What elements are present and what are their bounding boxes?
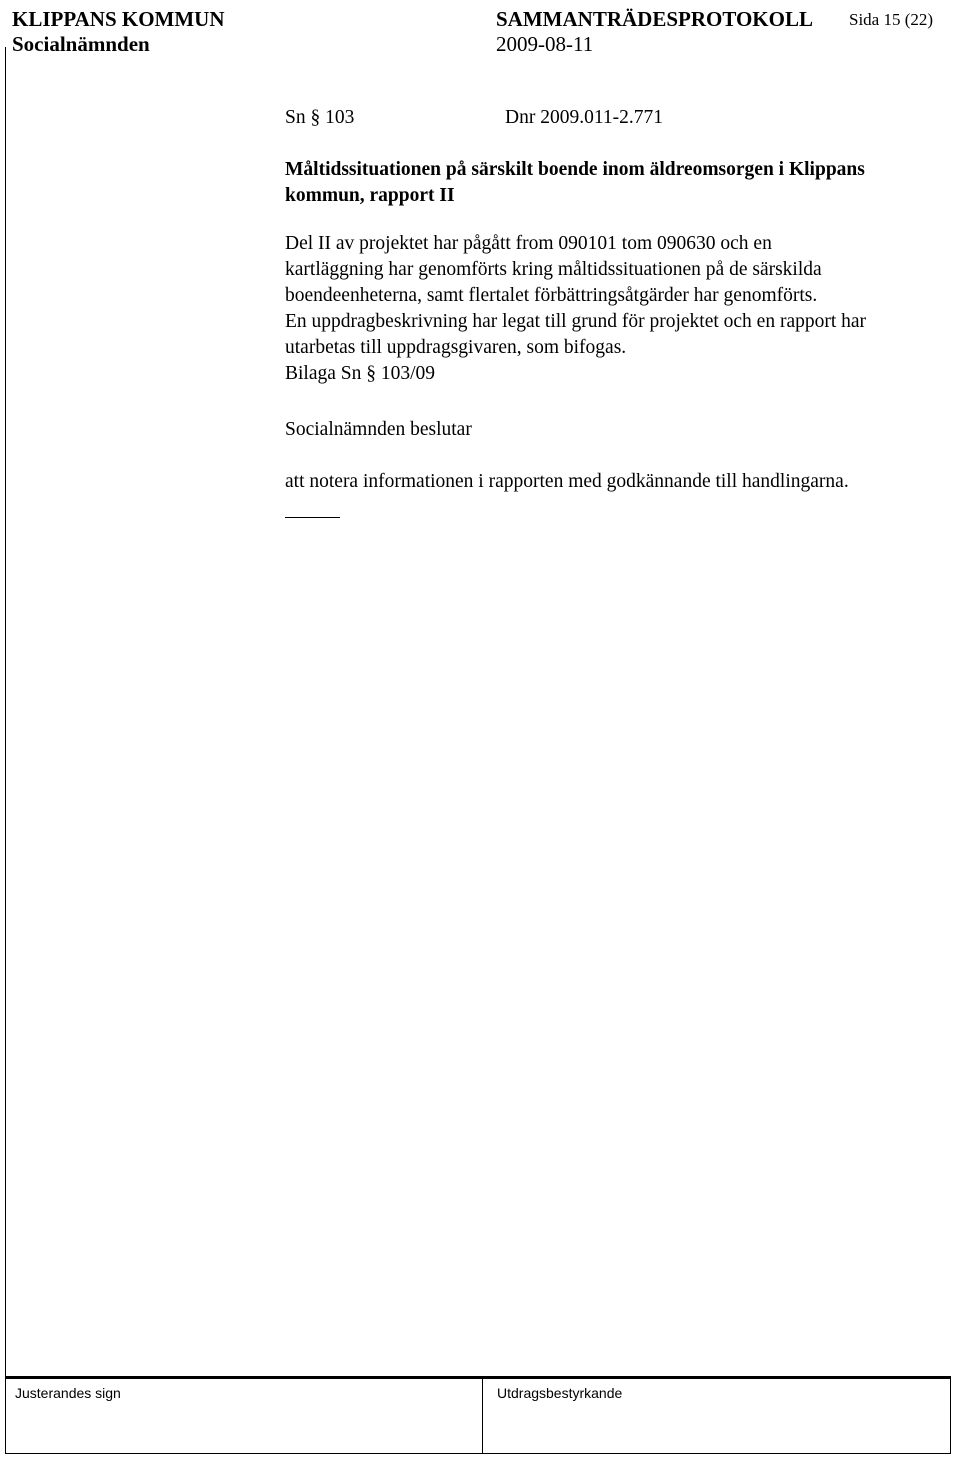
case-title-line-2: kommun, rapport II <box>285 185 455 206</box>
case-description <box>285 231 960 387</box>
dnr-number: Dnr 2009.011-2.771 <box>505 107 663 128</box>
signature-footer <box>5 1376 951 1454</box>
decision-text: att notera informationen i rapporten med godkännande till handlingarna. <box>285 471 849 492</box>
case-number: Sn § 103 <box>285 107 355 128</box>
body-line: boendeenheterna, samt flertalet förbättringsåtgärder har genomförts. <box>285 285 818 306</box>
footer-divider <box>482 1379 483 1453</box>
extract-certification-label: Utdragsbestyrkande <box>497 1385 623 1401</box>
left-margin-rule <box>5 47 6 1377</box>
decision-heading: Socialnämnden beslutar <box>285 419 472 440</box>
protocol-title: SAMMANTRÄDESPROTOKOLL <box>496 7 813 31</box>
body-line: En uppdragbeskrivning har legat till grund för projektet och en rapport har <box>285 311 867 332</box>
page-number: Sida 15 (22) <box>849 10 934 29</box>
meeting-date: 2009-08-11 <box>496 32 594 56</box>
case-title-line-1: Måltidssituationen på särskilt boende inom äldreomsorgen i Klippans <box>285 159 865 180</box>
body-line: utarbetas till uppdragsgivaren, som bifogas. <box>285 337 627 358</box>
end-of-section-rule <box>285 517 340 518</box>
adjuster-signature-label: Justerandes sign <box>15 1385 121 1401</box>
body-line: Del II av projektet har pågått from 090101 tom 090630 och en <box>285 233 772 254</box>
committee-name: Socialnämnden <box>12 32 150 56</box>
body-line: kartläggning har genomförts kring måltidssituationen på de särskilda <box>285 259 822 280</box>
attachment-reference: Bilaga Sn § 103/09 <box>285 363 436 384</box>
municipality-name: KLIPPANS KOMMUN <box>12 7 225 31</box>
